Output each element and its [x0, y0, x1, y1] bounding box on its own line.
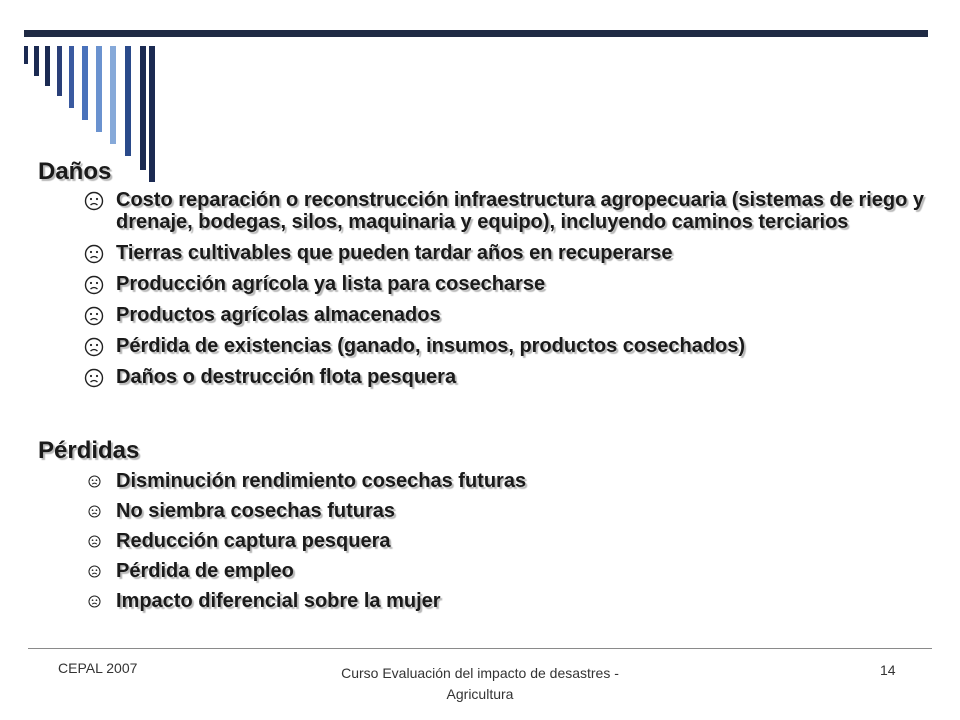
stripe	[140, 46, 146, 170]
list-item	[84, 304, 934, 326]
frown-icon	[84, 306, 104, 326]
list-item	[84, 590, 934, 612]
stripe	[82, 46, 88, 120]
frown-icon	[88, 505, 101, 518]
list-item	[84, 335, 934, 357]
stripe	[125, 46, 131, 156]
frown-icon	[88, 565, 101, 578]
frown-icon	[84, 275, 104, 295]
damage-item-text: Productos agrícolas almacenados	[116, 304, 441, 326]
frown-icon	[88, 535, 101, 548]
list-item	[84, 470, 934, 492]
loss-item-text: Impacto diferencial sobre la mujer	[116, 590, 441, 612]
list-item	[84, 366, 934, 388]
frown-icon	[88, 475, 101, 488]
list-item	[84, 242, 934, 264]
list-item	[84, 189, 934, 233]
losses-list	[84, 470, 934, 620]
frown-icon	[88, 595, 101, 608]
footer-course-title: Curso Evaluación del impacto de desastres - Agricultura	[341, 665, 619, 702]
stripe	[57, 46, 62, 96]
damages-heading: Daños	[38, 158, 112, 185]
page-number: 14	[880, 662, 896, 678]
frown-icon	[84, 368, 104, 388]
frown-icon	[84, 244, 104, 264]
loss-item-text: Pérdida de empleo	[116, 560, 294, 582]
damage-item-text: Costo reparación o reconstrucción infraestructura agropecuaria (sistemas de riego y drenaje, bodegas, silos, maquinaria y equipo), incluyendo caminos terciarios	[116, 189, 925, 233]
damage-item-text: Tierras cultivables que pueden tardar años en recuperarse	[116, 242, 673, 264]
damage-item-text: Producción agrícola ya lista para cosecharse	[116, 273, 546, 295]
list-item	[84, 273, 934, 295]
losses-heading: Pérdidas	[38, 437, 140, 464]
stripe	[24, 46, 28, 64]
loss-item-text: No siembra cosechas futuras	[116, 500, 395, 522]
footer-organization: CEPAL 2007	[58, 660, 138, 676]
list-item	[84, 500, 934, 522]
stripe	[110, 46, 116, 144]
frown-icon	[84, 191, 104, 211]
damages-list	[84, 189, 934, 397]
stripe	[96, 46, 102, 132]
footer-divider	[28, 648, 932, 649]
stripe	[45, 46, 50, 86]
list-item	[84, 530, 934, 552]
loss-item-text: Reducción captura pesquera	[116, 530, 391, 552]
stripe	[69, 46, 74, 108]
stripe	[149, 46, 155, 182]
stripe	[34, 46, 39, 76]
damage-item-text: Daños o destrucción flota pesquera	[116, 366, 457, 388]
frown-icon	[84, 337, 104, 357]
loss-item-text: Disminución rendimiento cosechas futuras	[116, 470, 527, 492]
list-item	[84, 560, 934, 582]
damage-item-text: Pérdida de existencias (ganado, insumos, productos cosechados)	[116, 335, 746, 357]
